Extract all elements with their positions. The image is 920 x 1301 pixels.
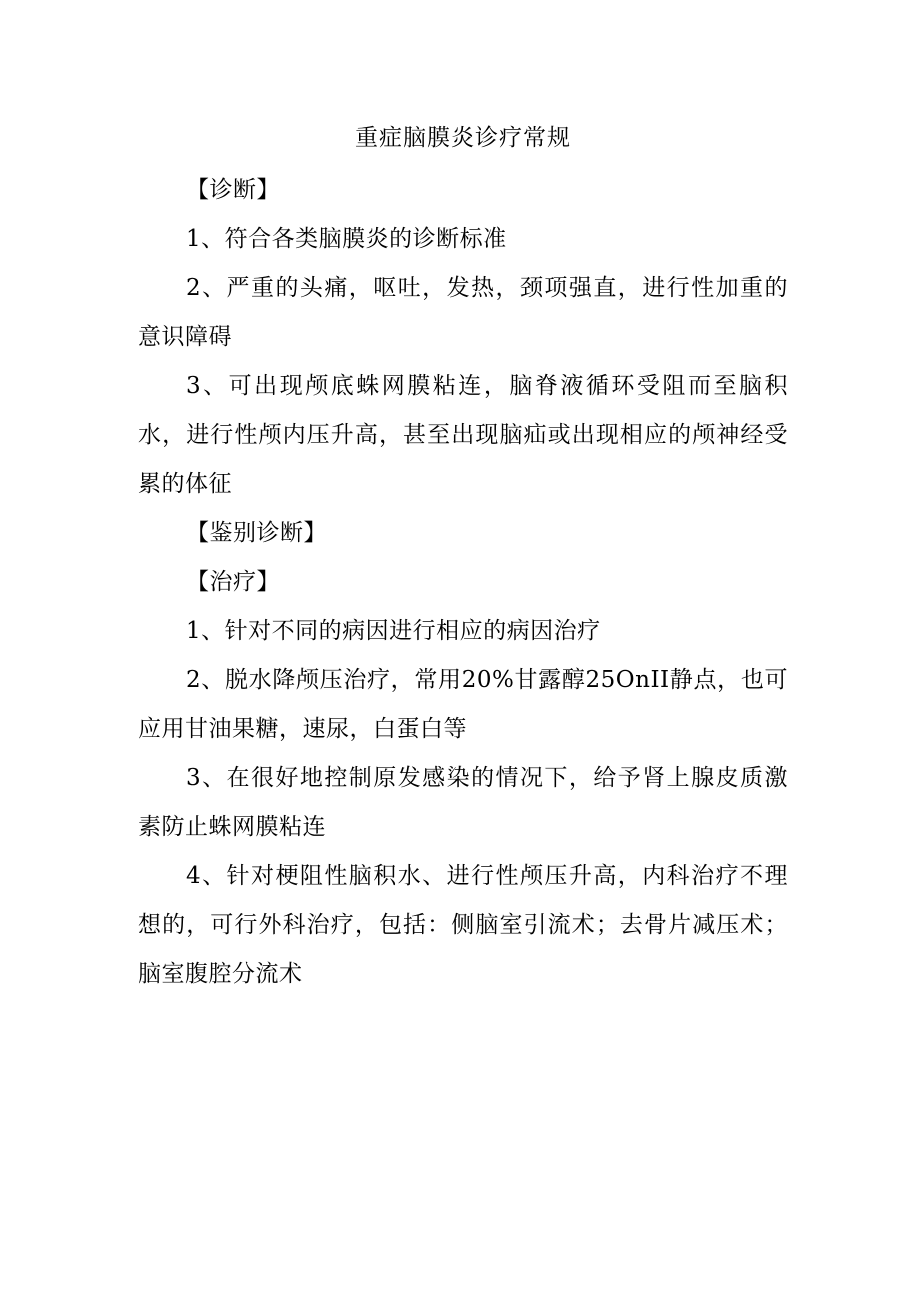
section-heading-treatment: 【治疗】 [186,569,280,595]
treatment-item-3: 3、在很好地控制原发感染的情况下，给予肾上腺皮质激素防止蛛网膜粘连 [138,765,788,840]
diagnosis-item-2: 2、严重的头痛，呕吐，发热，颈项强直，进行性加重的意识障碍 [138,275,788,350]
treatment-item-2: 2、脱水降颅压治疗，常用20%甘露醇25OnII静点，也可应用甘油果糖，速尿，白蛋白等 [138,667,788,742]
diagnosis-item-1: 1、符合各类脑膜炎的诊断标准 [186,226,507,252]
document-title: 重症脑膜炎诊疗常规 [355,125,571,151]
diagnosis-item-3: 3、可出现颅底蛛网膜粘连，脑脊液循环受阻而至脑积水，进行性颅内压升高，甚至出现脑疝或出现相应的颅神经受累的体征 [138,373,788,497]
section-heading-differential: 【鉴别诊断】 [186,520,327,546]
section-heading-diagnosis: 【诊断】 [186,177,280,203]
document-body [138,118,788,999]
treatment-item-4: 4、针对梗阻性脑积水、进行性颅压升高，内科治疗不理想的，可行外科治疗，包括：侧脑室引流术；去骨片减压术；脑室腹腔分流术 [138,863,788,987]
treatment-item-1: 1、针对不同的病因进行相应的病因治疗 [186,618,601,644]
